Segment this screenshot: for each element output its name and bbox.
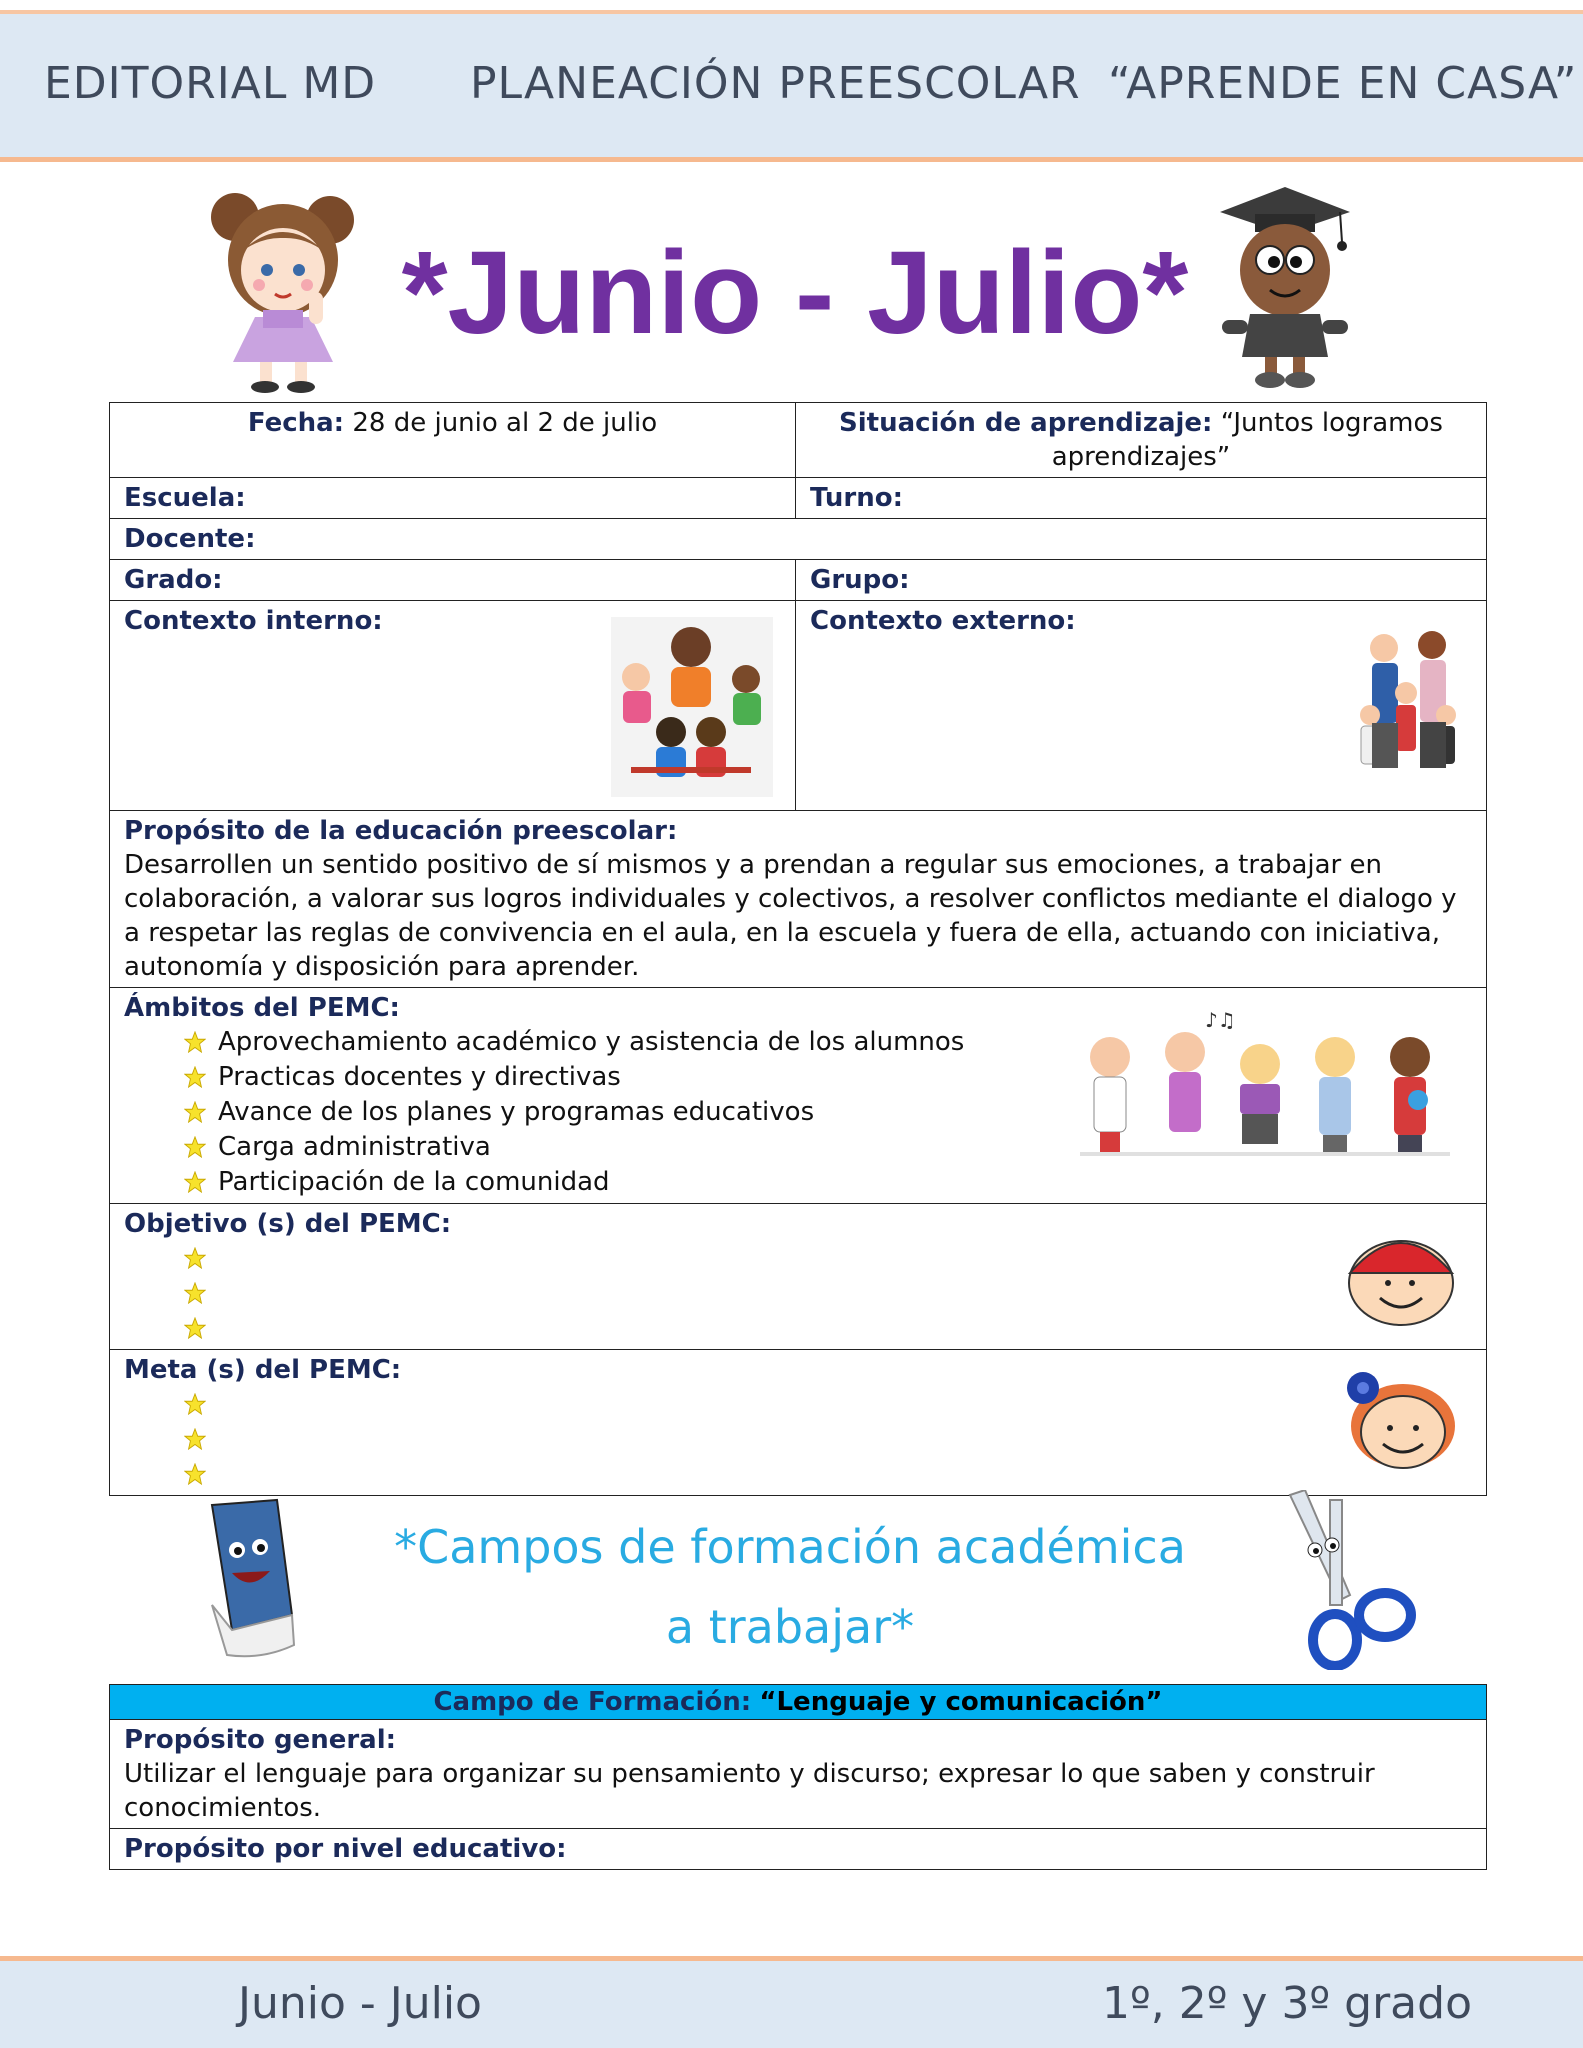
- header-document-type: PLANEACIÓN PREESCOLAR: [470, 58, 1081, 109]
- campo-label: Campo de Formación:: [433, 1687, 752, 1717]
- star-bullet-icon: [184, 1282, 206, 1304]
- proposito-text: Desarrollen un sentido positivo de sí mismos y a prendan a regular sus emociones, a trabajar en colaboración, a valorar sus logros individuales y colectivos, a resolver conflictos mediante el dialogo y a respetar las reglas de convivencia en el aula, en la escuela y fuera de ella, actuando con iniciativa, autonomía y disposición para aprender.: [124, 850, 1457, 982]
- list-item: [184, 1387, 1472, 1422]
- escuela-label: Escuela:: [124, 483, 246, 513]
- star-bullet-icon: [184, 1101, 206, 1123]
- kids-activities-illustration: [1080, 1002, 1450, 1162]
- star-bullet-icon: [184, 1247, 206, 1269]
- grado-cell: [110, 560, 796, 601]
- footer-grades: 1º, 2º y 3º grado: [1102, 1978, 1472, 2029]
- list-item: [184, 1422, 1472, 1457]
- campos-title-line-1: *Campos de formación académica: [394, 1520, 1186, 1574]
- proposito-general-label: Propósito general:: [124, 1725, 397, 1755]
- contexto-externo-label: Contexto externo:: [810, 606, 1076, 636]
- metas-label: Meta (s) del PEMC:: [124, 1355, 402, 1385]
- situacion-label: Situación de aprendizaje:: [839, 408, 1213, 438]
- docente-cell: [110, 519, 1487, 560]
- proposito-general-text: Utilizar el lenguaje para organizar su pensamiento y discurso; expresar lo que saben y construir conocimientos.: [124, 1759, 1375, 1823]
- metas-cell: [110, 1350, 1487, 1496]
- campos-title-line-2: a trabajar*: [665, 1600, 915, 1654]
- header-program: “APRENDE EN CASA”: [1108, 58, 1578, 109]
- proposito-cell: [110, 811, 1487, 988]
- graduate-illustration: [1210, 182, 1360, 392]
- objetivos-cell: [110, 1204, 1487, 1350]
- objetivos-list: [124, 1241, 1472, 1346]
- fecha-cell: [110, 403, 796, 478]
- star-bullet-icon: [184, 1171, 206, 1193]
- list-item: [184, 1241, 1472, 1276]
- list-item: [184, 1165, 1472, 1200]
- fecha-value: 28 de junio al 2 de julio: [352, 408, 658, 438]
- eraser-illustration: [182, 1495, 302, 1660]
- star-bullet-icon: [184, 1031, 206, 1053]
- proposito-label: Propósito de la educación preescolar:: [124, 816, 678, 846]
- contexto-interno-label: Contexto interno:: [124, 606, 383, 636]
- fecha-label: Fecha:: [247, 408, 345, 438]
- page-title: *Junio - Julio*: [401, 227, 1189, 359]
- planning-info-table: [109, 402, 1487, 1496]
- list-item: [184, 1457, 1472, 1492]
- scissors-illustration: [1270, 1490, 1420, 1670]
- docente-label: Docente:: [124, 524, 256, 554]
- turno-label: Turno:: [810, 483, 903, 513]
- escuela-cell: [110, 478, 796, 519]
- girl-illustration: [205, 182, 365, 394]
- list-item: [184, 1276, 1472, 1311]
- grupo-label: Grupo:: [810, 565, 910, 595]
- family-illustration: [1354, 623, 1464, 783]
- proposito-nivel-label: Propósito por nivel educativo:: [124, 1834, 567, 1864]
- situacion-cell: [796, 403, 1487, 478]
- boy-cap-face-illustration: [1338, 1218, 1464, 1328]
- girl-flower-face-illustration: [1338, 1366, 1464, 1472]
- contexto-externo-cell: [796, 601, 1487, 811]
- children-reading-circle-illustration: [611, 617, 773, 797]
- ambito-item-text: Carga administrativa: [218, 1132, 491, 1162]
- svg-text:♪♫: ♪♫: [1205, 1008, 1236, 1032]
- star-bullet-icon: [184, 1463, 206, 1485]
- star-bullet-icon: [184, 1428, 206, 1450]
- campo-value: “Lenguaje y comunicación”: [759, 1687, 1163, 1717]
- grupo-cell: [796, 560, 1487, 601]
- situacion-value: “Juntos logramos aprendizajes”: [1051, 408, 1443, 472]
- turno-cell: [796, 478, 1487, 519]
- proposito-general-cell: [110, 1720, 1487, 1829]
- header-publisher: EDITORIAL MD: [44, 58, 377, 109]
- campo-formacion-table: [109, 1684, 1487, 1870]
- ambito-item-text: Participación de la comunidad: [218, 1167, 610, 1197]
- contexto-interno-cell: [110, 601, 796, 811]
- star-bullet-icon: [184, 1066, 206, 1088]
- list-item: [184, 1311, 1472, 1346]
- star-bullet-icon: [184, 1393, 206, 1415]
- ambito-item-text: Practicas docentes y directivas: [218, 1062, 621, 1092]
- ambito-item-text: Aprovechamiento académico y asistencia de los alumnos: [218, 1027, 965, 1057]
- campo-header-cell: [110, 1685, 1487, 1720]
- grado-label: Grado:: [124, 565, 223, 595]
- star-bullet-icon: [184, 1136, 206, 1158]
- objetivos-label: Objetivo (s) del PEMC:: [124, 1209, 452, 1239]
- star-bullet-icon: [184, 1317, 206, 1339]
- ambitos-cell: [110, 988, 1487, 1204]
- metas-list: [124, 1387, 1472, 1492]
- proposito-nivel-cell: [110, 1829, 1487, 1870]
- ambitos-label: Ámbitos del PEMC:: [124, 993, 400, 1023]
- ambito-item-text: Avance de los planes y programas educativos: [218, 1097, 815, 1127]
- footer-period: Junio - Julio: [238, 1978, 482, 2029]
